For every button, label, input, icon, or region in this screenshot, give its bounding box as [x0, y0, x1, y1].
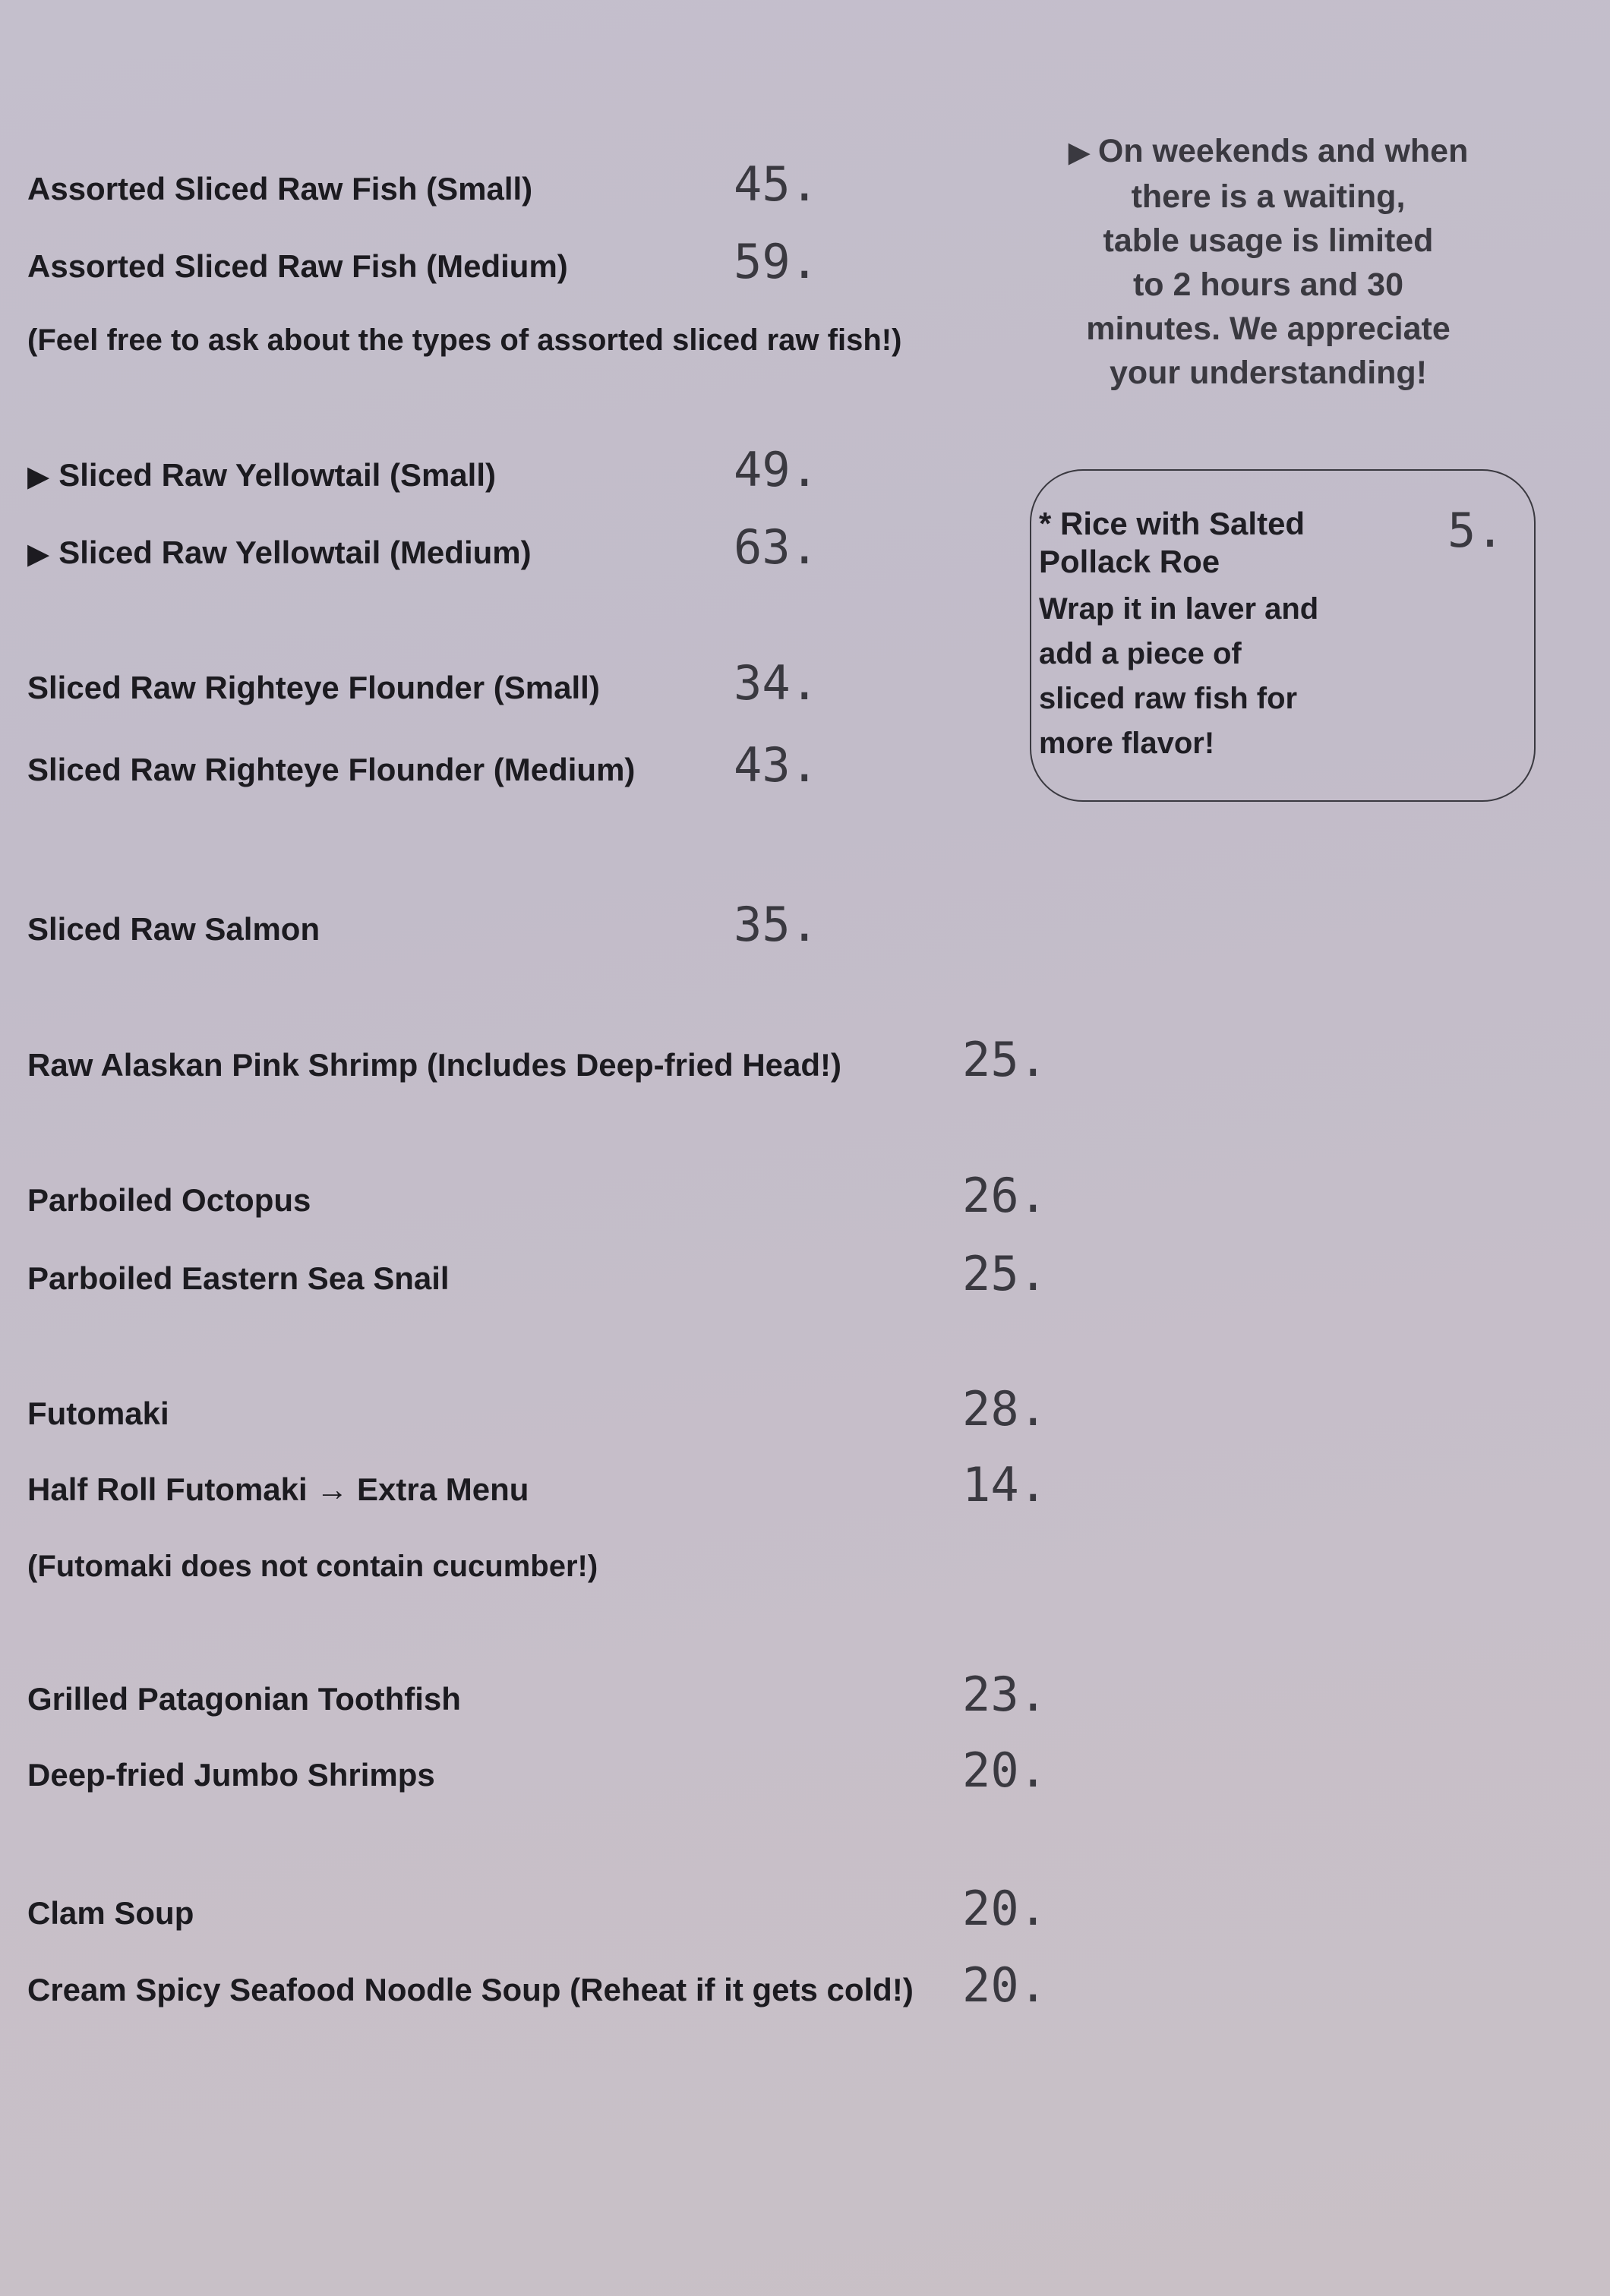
- menu-item-parboiled-sea-snail: Parboiled Eastern Sea Snail: [27, 1260, 450, 1296]
- menu-item-price: 25.: [962, 1032, 1047, 1087]
- menu-item-yellowtail-small: [27, 459, 496, 491]
- notice-line: table usage is limited: [1103, 222, 1434, 259]
- notice-line: your understanding!: [1109, 355, 1428, 391]
- notice-line: there is a waiting,: [1131, 178, 1406, 215]
- menu-item-alaskan-pink-shrimp: Raw Alaskan Pink Shrimp (Includes Deep-fried Head!): [27, 1047, 842, 1083]
- menu-item-deep-fried-jumbo-shrimps: Deep-fried Jumbo Shrimps: [27, 1757, 435, 1793]
- side-item-title-line: * Rice with Salted: [1039, 506, 1305, 541]
- menu-item-price: 34.: [734, 655, 819, 711]
- menu-item-price: 26.: [962, 1168, 1047, 1223]
- menu-item-futomaki: Futomaki: [27, 1396, 169, 1431]
- side-item-desc-line: more flavor!: [1039, 727, 1215, 760]
- side-item-desc-line: sliced raw fish for: [1039, 682, 1298, 715]
- menu-item-righteye-flounder-small: Sliced Raw Righteye Flounder (Small): [27, 670, 600, 705]
- menu-item-grilled-toothfish: Grilled Patagonian Toothfish: [27, 1681, 461, 1717]
- menu-item-price: 45.: [734, 156, 819, 212]
- menu-item-label: Sliced Raw Yellowtail (Medium): [58, 535, 532, 570]
- menu-item-assorted-sliced-raw-fish-small: Assorted Sliced Raw Fish (Small): [27, 171, 533, 207]
- side-item-price: 5.: [1447, 503, 1504, 558]
- side-item-title-line: Pollack Roe: [1039, 544, 1220, 579]
- menu-item-salmon: Sliced Raw Salmon: [27, 911, 320, 947]
- menu-item-yellowtail-medium: [27, 537, 532, 569]
- menu-note-assorted: (Feel free to ask about the types of assorted sliced raw fish!): [27, 323, 902, 357]
- side-item-desc-line: add a piece of: [1039, 637, 1242, 670]
- menu-item-price: 28.: [962, 1381, 1047, 1437]
- notice-line: to 2 hours and 30: [1132, 266, 1403, 303]
- triangle-bullet-icon: ▶: [1068, 137, 1091, 169]
- side-item-desc-line: Wrap it in laver and: [1039, 592, 1319, 626]
- menu-item-price: 20.: [962, 1957, 1047, 2013]
- menu-item-clam-soup: Clam Soup: [27, 1895, 194, 1931]
- menu-item-label: Sliced Raw Yellowtail (Small): [58, 457, 496, 493]
- side-item-description: [1039, 587, 1358, 766]
- menu-item-price: 35.: [734, 897, 819, 952]
- menu-item-cream-spicy-seafood-noodle-soup: Cream Spicy Seafood Noodle Soup (Reheat if it gets cold!): [27, 1972, 914, 2007]
- menu-item-price: 43.: [734, 737, 819, 793]
- menu-item-parboiled-octopus: Parboiled Octopus: [27, 1182, 311, 1218]
- triangle-bullet-icon: ▶: [27, 461, 50, 493]
- triangle-bullet-icon: ▶: [27, 538, 50, 570]
- menu-item-price: 63.: [734, 519, 819, 575]
- menu-item-price: 25.: [962, 1246, 1047, 1301]
- menu-note-futomaki: (Futomaki does not contain cucumber!): [27, 1550, 598, 1583]
- menu-item-price: 20.: [962, 1881, 1047, 1936]
- menu-item-price: 14.: [962, 1457, 1047, 1512]
- menu-item-price: 59.: [734, 234, 819, 289]
- menu-item-righteye-flounder-medium: Sliced Raw Righteye Flounder (Medium): [27, 752, 636, 787]
- menu-item-price: 23.: [962, 1667, 1047, 1722]
- notice-line: ▶ On weekends and when: [1068, 133, 1469, 169]
- notice-line: minutes. We appreciate: [1086, 311, 1451, 347]
- table-time-notice: [1048, 129, 1488, 395]
- menu-item-price: 20.: [962, 1742, 1047, 1798]
- menu-item-half-roll-futomaki: Half Roll Futomaki → Extra Menu: [27, 1471, 529, 1507]
- side-item-title: [1039, 505, 1358, 581]
- menu-item-price: 49.: [734, 442, 819, 497]
- menu-item-assorted-sliced-raw-fish-medium: Assorted Sliced Raw Fish (Medium): [27, 248, 568, 284]
